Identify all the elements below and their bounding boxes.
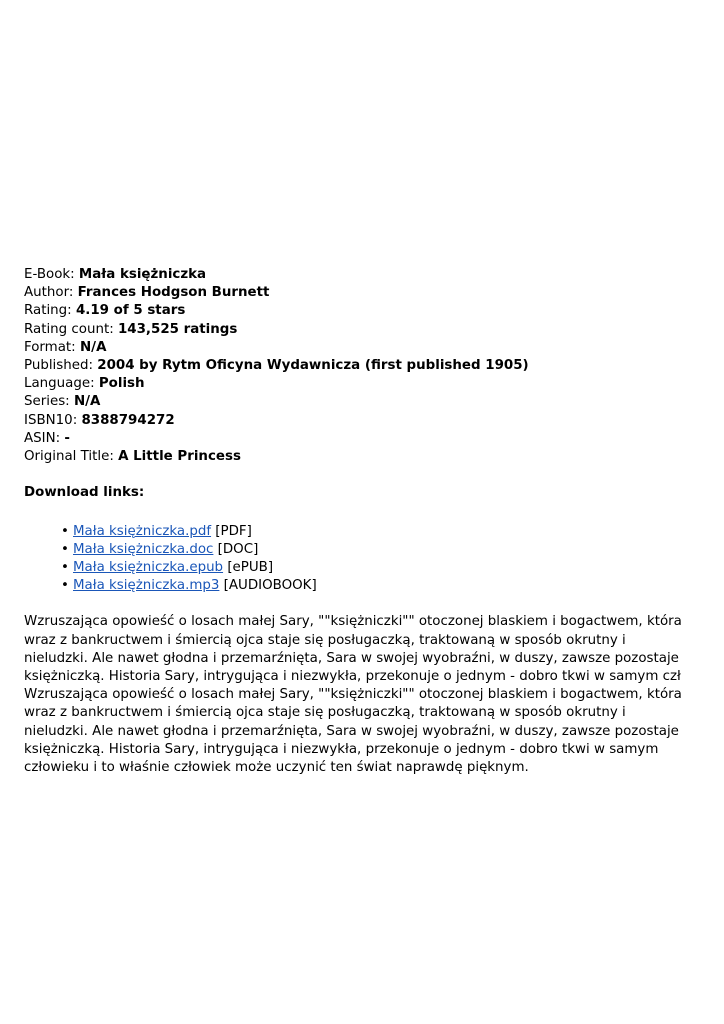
download-format-label: [ePUB] bbox=[223, 560, 274, 576]
download-format-label: [AUDIOBOOK] bbox=[219, 578, 317, 594]
metadata-label: Author: bbox=[24, 285, 78, 301]
metadata-author bbox=[24, 284, 692, 302]
bullet-icon: • bbox=[61, 560, 69, 576]
metadata-label: E-Book: bbox=[24, 267, 79, 282]
metadata-value: N/A bbox=[79, 339, 107, 355]
metadata-value: - bbox=[64, 430, 70, 446]
metadata-asin bbox=[24, 430, 692, 448]
metadata-value: 8388794272 bbox=[81, 412, 175, 428]
download-item-epub bbox=[61, 559, 692, 577]
book-description: Wzruszająca opowieść o losach małej Sary, ""księżniczki"" otoczonej blaskiem i bogactwem, która wraz z bankructwem i śmiercią ojca staje się posługaczką, traktowaną w sposób okrutny i nieludzki. Ale nawet głodna i przemarźnięta, Sara w swojej wyobraźni, w duszy, zawsze pozostaje księżniczką. Historia Sary, intrygująca i niezwykła, przekonuje o jednym - dobro tkwi w samym czł Wzruszająca opowieść o losach małej Sary, ""księżniczki"" otoczonej blaskiem i bogactwem, która wraz z bankructwem i śmiercią ojca staje się posługaczką, traktowaną w sposób okrutny i nieludzki. Ale nawet głodna i przemarźnięta, Sara w swojej wyobraźni, w duszy, zawsze pozostaje księżniczką. Historia Sary, intrygująca i niezwykła, przekonuje o jednym - dobro tkwi w samym człowieku i to właśnie człowiek może uczynić ten świat naprawdę pięknym. bbox=[24, 614, 682, 776]
metadata-label: Language: bbox=[24, 376, 99, 392]
bullet-icon: • bbox=[61, 578, 69, 594]
metadata-label: Rating count: bbox=[24, 321, 118, 337]
metadata-value: A Little Princess bbox=[118, 449, 241, 465]
metadata-label: Rating: bbox=[24, 303, 76, 319]
document-page bbox=[24, 266, 692, 791]
download-item-doc bbox=[61, 541, 692, 559]
metadata-format bbox=[24, 339, 692, 357]
metadata-published bbox=[24, 357, 692, 375]
metadata-label: Original Title: bbox=[24, 449, 119, 465]
download-links-heading: Download links: bbox=[24, 485, 145, 501]
metadata-label: Series: bbox=[24, 394, 74, 410]
download-link-mp3[interactable]: Mała księżniczka.mp3 bbox=[73, 578, 220, 594]
bullet-icon: • bbox=[61, 523, 69, 539]
download-item-pdf bbox=[61, 523, 692, 541]
metadata-label: Published: bbox=[24, 358, 98, 374]
metadata-isbn10 bbox=[24, 412, 692, 430]
metadata-value: Frances Hodgson Burnett bbox=[77, 285, 270, 301]
metadata-series bbox=[24, 393, 692, 411]
download-format-label: [DOC] bbox=[213, 541, 259, 557]
metadata-value: N/A bbox=[73, 394, 101, 410]
download-link-epub[interactable]: Mała księżniczka.epub bbox=[73, 560, 224, 576]
metadata-rating bbox=[24, 302, 692, 320]
metadata-language bbox=[24, 375, 692, 393]
metadata-label: ASIN: bbox=[24, 430, 65, 446]
metadata-label: Format: bbox=[24, 339, 80, 355]
bullet-icon: • bbox=[61, 541, 69, 557]
download-item-mp3 bbox=[61, 577, 692, 595]
metadata-original-title bbox=[24, 448, 692, 466]
metadata-value: Polish bbox=[98, 376, 145, 392]
metadata-value: Mała księżniczka bbox=[78, 267, 207, 282]
download-format-label: [PDF] bbox=[211, 523, 252, 539]
metadata-value: 143,525 ratings bbox=[117, 321, 238, 337]
metadata-value: 2004 by Rytm Oficyna Wydawnicza (first published 1905) bbox=[97, 358, 529, 374]
metadata-value: 4.19 of 5 stars bbox=[75, 303, 186, 319]
download-links-list bbox=[24, 523, 692, 596]
metadata-ebook bbox=[24, 266, 692, 284]
book-metadata bbox=[24, 266, 692, 466]
metadata-label: ISBN10: bbox=[24, 412, 82, 428]
download-link-pdf[interactable]: Mała księżniczka.pdf bbox=[73, 523, 212, 539]
download-link-doc[interactable]: Mała księżniczka.doc bbox=[73, 541, 214, 557]
metadata-rating-count bbox=[24, 321, 692, 339]
